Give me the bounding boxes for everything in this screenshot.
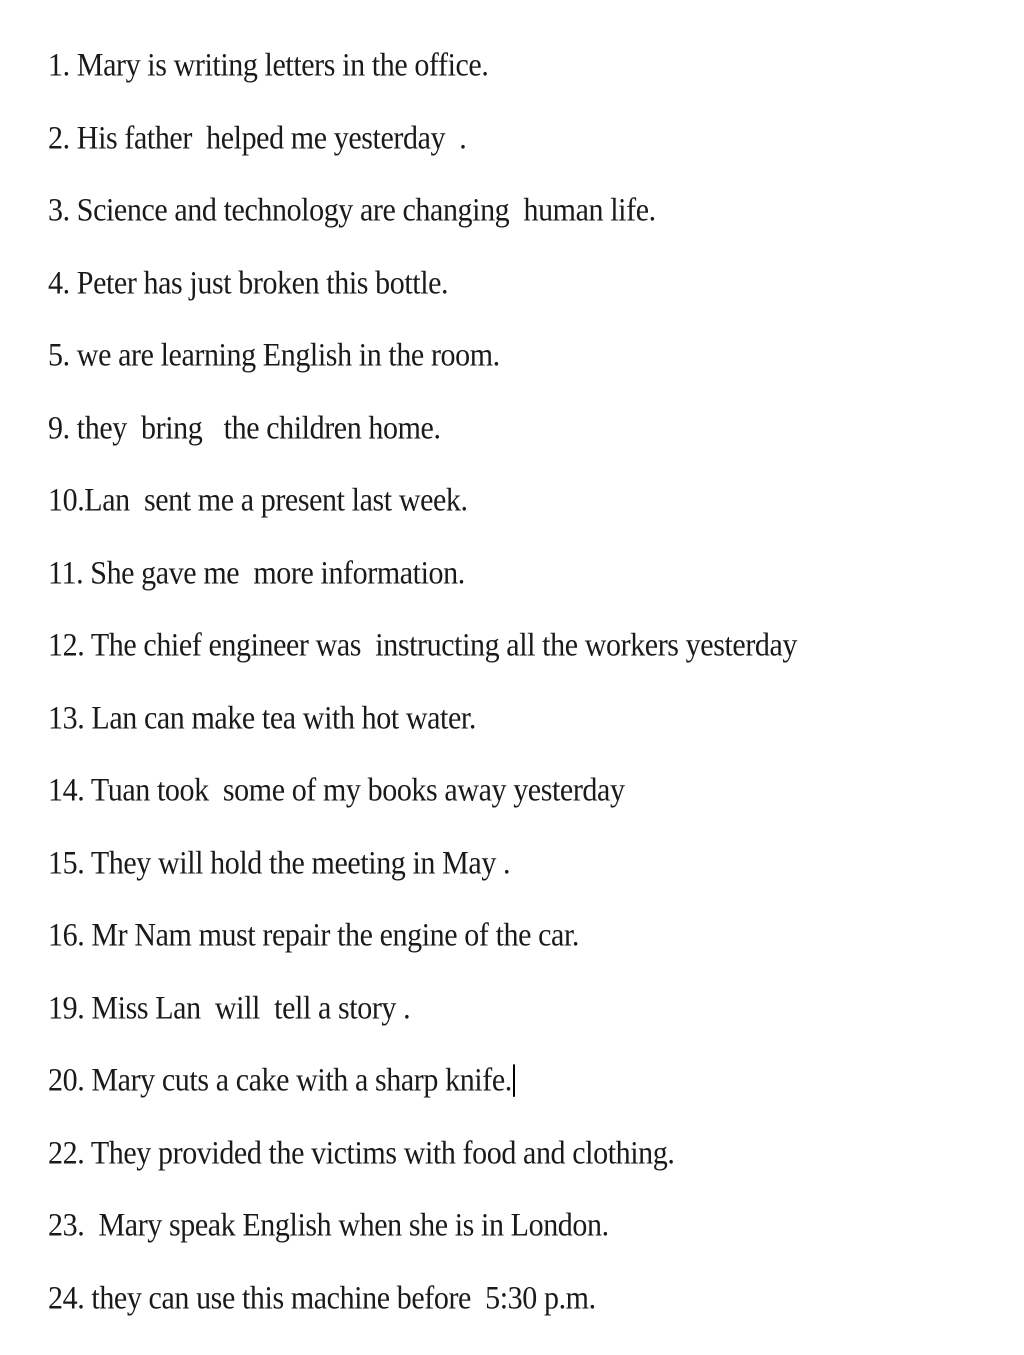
sentence-text: 14. Tuan took some of my books away yesterday — [48, 772, 625, 808]
sentence-list — [48, 44, 1008, 1349]
sentence-12[interactable] — [48, 624, 1008, 702]
sentence-text: 12. The chief engineer was instructing all the workers yesterday — [48, 627, 798, 663]
sentence-text: 22. They provided the victims with food and clothing. — [48, 1134, 675, 1171]
sentence-text: 23. Mary speak English when she is in London. — [48, 1207, 609, 1243]
sentence-text: 1. Mary is writing letters in the office. — [48, 47, 489, 83]
sentence-3[interactable] — [48, 189, 1008, 267]
sentence-23[interactable] — [48, 1204, 1008, 1282]
sentence-text: 9. they bring the children home. — [48, 409, 441, 446]
sentence-1[interactable] — [48, 44, 1008, 122]
sentence-text: 10.Lan sent me a present last week. — [48, 482, 468, 518]
sentence-text: 13. Lan can make tea with hot water. — [48, 699, 476, 736]
sentence-text: 2. His father helped me yesterday . — [48, 119, 467, 156]
sentence-2[interactable] — [48, 117, 1008, 195]
sentence-text: 20. Mary cuts a cake with a sharp knife. — [48, 1062, 512, 1098]
sentence-15[interactable] — [48, 842, 1008, 920]
sentence-text: 16. Mr Nam must repair the engine of the car. — [48, 917, 579, 953]
sentence-4[interactable] — [48, 262, 1008, 340]
sentence-text: 11. She gave me more information. — [48, 554, 465, 591]
sentence-13[interactable] — [48, 697, 1008, 775]
sentence-19[interactable] — [48, 987, 1008, 1065]
sentence-11[interactable] — [48, 552, 1008, 630]
sentence-5[interactable] — [48, 334, 1008, 412]
sentence-text: 3. Science and technology are changing human life. — [48, 192, 656, 228]
sentence-20[interactable] — [48, 1059, 1008, 1137]
sentence-text: 15. They will hold the meeting in May . — [48, 844, 511, 881]
sentence-9[interactable] — [48, 407, 1008, 485]
sentence-text: 24. they can use this machine before 5:30 p.m. — [48, 1279, 596, 1316]
text-cursor — [513, 1064, 515, 1096]
sentence-22[interactable] — [48, 1132, 1008, 1210]
sentence-text: 5. we are learning English in the room. — [48, 337, 500, 373]
sentence-text: 19. Miss Lan will tell a story . — [48, 989, 411, 1026]
sentence-14[interactable] — [48, 769, 1008, 847]
sentence-text: 4. Peter has just broken this bottle. — [48, 264, 449, 301]
sentence-10[interactable] — [48, 479, 1008, 557]
sentence-16[interactable] — [48, 914, 1008, 992]
